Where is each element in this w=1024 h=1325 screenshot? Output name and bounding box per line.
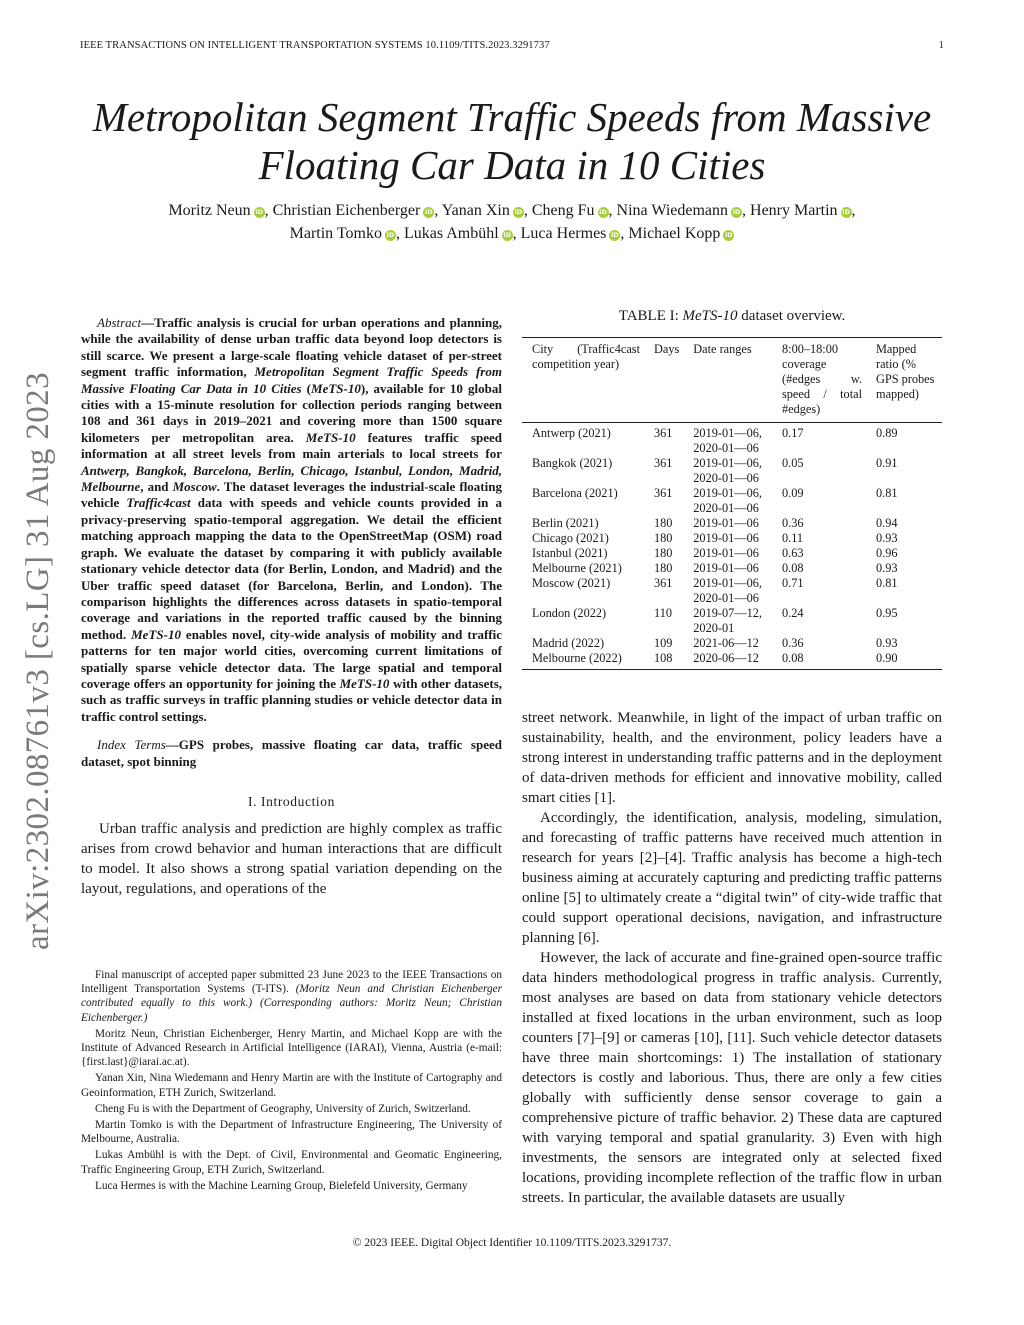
cell-coverage: 0.71 xyxy=(782,576,804,590)
abstract-dataset-name: MeTS-10 xyxy=(305,429,356,445)
cell-date-range: 2019-01—06 xyxy=(693,561,759,575)
table-row xyxy=(522,456,942,486)
footnote-text: Final manuscript of accepted paper submitted 23 June 2023 to the IEEE Transactions on Intelligent Transportation Systems (T-ITS). xyxy=(81,969,502,996)
abstract-text: ), available for 10 global cities with a 15-minute resolution for collection periods ranging between 108 and 361 days in 2019–2021 and covering more than 1500 square kilometers per metropolitan area. xyxy=(81,380,502,445)
column-header-mapped-ratio: Mapped ratio (% GPS probes mapped) xyxy=(866,338,942,423)
index-terms-text: GPS probes, massive floating car data, traffic speed dataset, spot binning xyxy=(81,737,502,769)
cell-mapped-ratio: 0.89 xyxy=(876,426,898,440)
cell-coverage: 0.36 xyxy=(782,636,804,650)
cell-coverage: 0.36 xyxy=(782,516,804,530)
cell-days: 109 xyxy=(654,636,673,650)
title-line-1: Metropolitan Segment Traffic Speeds from Massive xyxy=(92,94,932,140)
running-head xyxy=(80,40,944,51)
cell-days: 180 xyxy=(654,516,673,530)
abstract-dataset-title: Metropolitan Segment Traffic Speeds from Massive Floating Car Data in 10 Cities xyxy=(81,364,502,396)
abstract-text: with other datasets, such as traffic surveys in traffic planning studies or vehicle detector data in traffic control settings. xyxy=(81,675,502,724)
author-name: Luca Hermes xyxy=(520,225,607,242)
abstract-text: ( xyxy=(301,380,312,396)
cell-city: Moscow (2021) xyxy=(532,576,611,590)
intro-paragraph: Urban traffic analysis and prediction are highly complex as traffic arises from crowd behavior and human interactions that are difficult to model. It also shows a strong spatial variation depending on the layout, regulations, and operations of the xyxy=(81,820,502,897)
cell-city: Chicago (2021) xyxy=(532,531,609,545)
footnote-affiliation: Martin Tomko is with the Department of Infrastructure Engineering, The University of Melbourne, Australia. xyxy=(81,1119,502,1146)
author-line-1: Moritz Neun iD , Christian Eichenberger iD , Yanan Xin iD , Cheng Fu iD , Nina Wiedemann iD , Henry Martin iD , xyxy=(168,202,856,219)
cell-mapped-ratio: 0.96 xyxy=(876,546,898,560)
orcid-icon[interactable]: iD xyxy=(725,231,733,239)
author-name: Yanan Xin xyxy=(441,202,510,219)
cell-city: Melbourne (2022) xyxy=(522,651,644,670)
orcid-icon[interactable]: iD xyxy=(255,208,263,216)
index-terms xyxy=(81,737,502,770)
author-name: Martin Tomko xyxy=(289,225,382,242)
section-heading-introduction: I. Introduction xyxy=(248,793,335,809)
cell-days: 361 xyxy=(654,426,673,440)
dataset-overview-table xyxy=(522,337,942,670)
cell-date-range: 2021-06—12 xyxy=(693,636,759,650)
cell-date-range: 2019-01—06, 2020-01—06 xyxy=(693,456,762,485)
table-caption-text: dataset overview. xyxy=(737,308,846,324)
cell-mapped-ratio: 0.94 xyxy=(876,516,898,530)
orcid-icon[interactable]: iD xyxy=(842,208,850,216)
abstract-dataset-name: MeTS-10 xyxy=(339,675,390,691)
paper-title xyxy=(60,93,964,189)
footnotes xyxy=(81,968,502,1195)
table-row xyxy=(522,561,942,576)
table-row xyxy=(522,516,942,531)
table-caption-label: TABLE I: xyxy=(618,308,683,324)
cell-days: 180 xyxy=(654,561,673,575)
table-row xyxy=(522,636,942,651)
right-column-body xyxy=(522,708,942,1208)
cell-mapped-ratio: 0.93 xyxy=(876,636,898,650)
author-list xyxy=(70,199,954,245)
index-terms-label: Index Terms xyxy=(97,737,166,753)
abstract-text: features traffic speed information at all street levels from main arterials to local streets for xyxy=(81,429,502,462)
author-name: Christian Eichenberger xyxy=(272,202,421,219)
cell-date-range: 2020-06—12 xyxy=(683,651,772,670)
table-header-row xyxy=(522,338,942,423)
table-row xyxy=(522,486,942,516)
cell-coverage: 0.05 xyxy=(782,456,804,470)
footnote-manuscript xyxy=(81,968,502,1025)
cell-date-range: 2019-01—06, 2020-01—06 xyxy=(693,426,762,455)
cell-coverage: 0.09 xyxy=(782,486,804,500)
cell-city: Antwerp (2021) xyxy=(532,426,611,440)
cell-date-range: 2019-01—06 xyxy=(693,546,759,560)
abstract-city-list: Antwerp, Bangkok, Barcelona, Berlin, Chicago, Istanbul, London, Madrid, Melbourne xyxy=(81,462,502,495)
journal-header: IEEE TRANSACTIONS ON INTELLIGENT TRANSPORTATION SYSTEMS 10.1109/TITS.2023.3291737 xyxy=(80,40,550,51)
cell-days: 180 xyxy=(654,546,673,560)
author-name: Nina Wiedemann xyxy=(616,202,729,219)
cell-days: 361 xyxy=(654,486,673,500)
body-paragraph: street network. Meanwhile, in light of the impact of urban traffic on sustainability, health, and the environment, policy leaders have a strong interest in understanding traffic patterns and in the deployment of data-driven methods for efficient and innovative mobility, called smart cities [1]. xyxy=(522,710,942,806)
page-number: 1 xyxy=(938,40,944,51)
cell-mapped-ratio: 0.93 xyxy=(876,561,898,575)
table-row xyxy=(522,531,942,546)
cell-coverage: 0.08 xyxy=(772,651,866,670)
abstract-text: Traffic analysis is crucial for urban operations and planning, while the availability of dense urban traffic data beyond loop detectors is still scarce. We present a large-scale floating vehicle dataset of per-street segment traffic information, xyxy=(81,315,502,380)
orcid-icon[interactable]: iD xyxy=(503,231,511,239)
index-terms-dash: — xyxy=(165,737,179,753)
table-caption-dataset: MeTS-10 xyxy=(682,308,738,324)
body-paragraph: However, the lack of accurate and fine-grained open-source traffic data hinders methodological progress in traffic analysis. Currently, most analyses are based on data from stationary vehicle detectors installed at fixed locations in the urban environment, such as loop counters [7]–[9] or cameras [10], [11]. Such vehicle detector datasets have three main shortcomings: 1) The installation of stationary detectors is costly and laborious. Thus, there are only a few cities globally with sufficiently dense sensor coverage to gain a comprehensive picture of traffic behavior. 2) These data are captured with varying temporal and spatial granularity. 3) Even with high investments, the sensors are integrated only at selected fixed locations, providing incomplete reflection of the traffic flow in urban streets. In particular, the available datasets are usually xyxy=(522,950,942,1206)
cell-city: Melbourne (2021) xyxy=(532,561,622,575)
table-row xyxy=(522,606,942,636)
table-row xyxy=(522,423,942,457)
footnote-affiliation: Cheng Fu is with the Department of Geography, University of Zurich, Switzerland. xyxy=(95,1102,471,1115)
table-row xyxy=(522,546,942,561)
cell-date-range: 2019-01—06 xyxy=(693,516,759,530)
abstract-dataset-name: MeTS-10 xyxy=(311,380,361,396)
author-name: Lukas Ambühl xyxy=(403,225,499,242)
author-name: Moritz Neun xyxy=(168,202,251,219)
cell-city: London (2022) xyxy=(532,606,607,620)
abstract-dash: — xyxy=(141,315,155,330)
copyright-footer: © 2023 IEEE. Digital Object Identifier 10.1109/TITS.2023.3291737. xyxy=(352,1237,672,1249)
footnote-affiliation: Yanan Xin, Nina Wiedemann and Henry Martin are with the Institute of Cartography and Geoinformation, ETH Zurich, Switzerland. xyxy=(81,1072,502,1099)
cell-date-range: 2019-01—06, 2020-01—06 xyxy=(693,486,762,515)
cell-mapped-ratio: 0.91 xyxy=(876,456,898,470)
table-row xyxy=(522,576,942,606)
orcid-icon[interactable]: iD xyxy=(599,208,607,216)
cell-city: Bangkok (2021) xyxy=(532,456,613,470)
cell-mapped-ratio: 0.81 xyxy=(876,486,898,500)
cell-coverage: 0.63 xyxy=(782,546,804,560)
author-name: Henry Martin xyxy=(750,202,838,219)
footnote-affiliation: Luca Hermes is with the Machine Learning Group, Bielefeld University, Germany xyxy=(95,1179,468,1192)
cell-days: 108 xyxy=(644,651,683,670)
cell-days: 110 xyxy=(654,606,672,620)
table-row xyxy=(522,651,942,670)
cell-mapped-ratio: 0.90 xyxy=(866,651,942,670)
column-header-days: Days xyxy=(644,338,683,423)
abstract-city-moscow: Moscow xyxy=(172,479,217,495)
cell-date-range: 2019-07—12, 2020-01 xyxy=(693,606,762,635)
column-header-city: City (Traffic4cast competition year) xyxy=(522,338,644,423)
cell-coverage: 0.08 xyxy=(782,561,804,575)
left-column xyxy=(81,315,502,899)
footnote-contribution: (Moritz Neun and Christian Eichenberger contributed equally to this work.) (Corresponding authors: Moritz Neun; Christian Eichenberger.) xyxy=(81,983,503,1024)
orcid-icon[interactable]: iD xyxy=(611,231,619,239)
cell-days: 361 xyxy=(654,576,673,590)
cell-city: Berlin (2021) xyxy=(532,516,599,530)
orcid-icon[interactable]: iD xyxy=(425,208,433,216)
column-header-coverage: 8:00–18:00 coverage (#edges w. speed / total #edges) xyxy=(772,338,866,423)
abstract-label: Abstract xyxy=(97,315,142,330)
cell-date-range: 2019-01—06 xyxy=(693,531,759,545)
abstract-traffic4cast: Traffic4cast xyxy=(126,495,191,511)
cell-coverage: 0.24 xyxy=(782,606,804,620)
orcid-icon[interactable]: iD xyxy=(514,208,523,216)
abstract-text: data with speeds and vehicle counts provided in a privacy-preserving spatio-temporal aggregation. We detail the efficient matching approach mapping the data to the OpenStreetMap (OSM) road graph. We evaluate the dataset by comparing it with publicly available stationary vehicle detector data (for Berlin, London, and Madrid) and the Uber traffic speed dataset (for Barcelona, Berlin, and London). The comparison highlights the differences across datasets in spatio-temporal coverage and variations in the reported traffic caused by the binning method. xyxy=(81,495,502,642)
abstract xyxy=(81,315,502,725)
cell-mapped-ratio: 0.81 xyxy=(876,576,898,590)
column-header-date-ranges: Date ranges xyxy=(683,338,772,423)
cell-days: 361 xyxy=(654,456,673,470)
orcid-icon[interactable]: iD xyxy=(386,231,395,239)
orcid-icon[interactable]: iD xyxy=(732,208,741,216)
table-body xyxy=(522,423,942,670)
author-name: Michael Kopp xyxy=(628,225,721,242)
footnote-affiliation: Lukas Ambühl is with the Dept. of Civil, Environmental and Geomatic Engineering, Traffic Engineering Group, ETH Zurich, Switzerland. xyxy=(81,1149,502,1176)
author-name: Cheng Fu xyxy=(531,202,595,219)
cell-city: Istanbul (2021) xyxy=(532,546,608,560)
table-caption xyxy=(522,308,942,325)
cell-city: Madrid (2022) xyxy=(532,636,605,650)
right-column xyxy=(522,308,942,1208)
cell-days: 180 xyxy=(654,531,673,545)
cell-mapped-ratio: 0.95 xyxy=(876,606,898,620)
cell-date-range: 2019-01—06, 2020-01—06 xyxy=(693,576,762,605)
title-line-2: Floating Car Data in 10 Cities xyxy=(258,142,766,188)
abstract-text: enables novel, city-wide analysis of mobility and traffic patterns for ten major world cities, overcoming current limitations of spatially sparse vehicle detector data. The large spatial and temporal coverage offers an opportunity for joining the xyxy=(81,626,502,691)
arxiv-stamp[interactable]: arXiv:2302.08761v3 [cs.LG] 31 Aug 2023 xyxy=(20,372,56,950)
abstract-dataset-name: MeTS-10 xyxy=(131,626,181,642)
abstract-text: , and xyxy=(140,479,173,495)
cell-coverage: 0.17 xyxy=(782,426,804,440)
footnote-affiliation: Moritz Neun, Christian Eichenberger, Henry Martin, and Michael Kopp are with the Institute of Advanced Research in Artificial Intelligence (IARAI), Vienna, Austria (e-mail:{first.last}@iarai.ac.at). xyxy=(81,1027,502,1069)
cell-city: Barcelona (2021) xyxy=(532,486,618,500)
cell-mapped-ratio: 0.93 xyxy=(876,531,898,545)
body-paragraph: Accordingly, the identification, analysis, modeling, simulation, and forecasting of traffic patterns have received much attention in research for years [2]–[4]. Traffic analysis has become a high-tech business aiming at accurately capturing and predicting traffic patterns online [5] to ultimately create a “digital twin” of city-wide traffic that could support operational decisions, navigation, and infrastructure planning [6]. xyxy=(522,810,942,946)
abstract-text: . The dataset leverages the industrial-scale floating vehicle xyxy=(81,479,502,511)
cell-coverage: 0.11 xyxy=(782,531,804,545)
author-line-2: Martin Tomko iD , Lukas Ambühl iD , Luca Hermes iD , Michael Kopp iD xyxy=(289,225,733,242)
